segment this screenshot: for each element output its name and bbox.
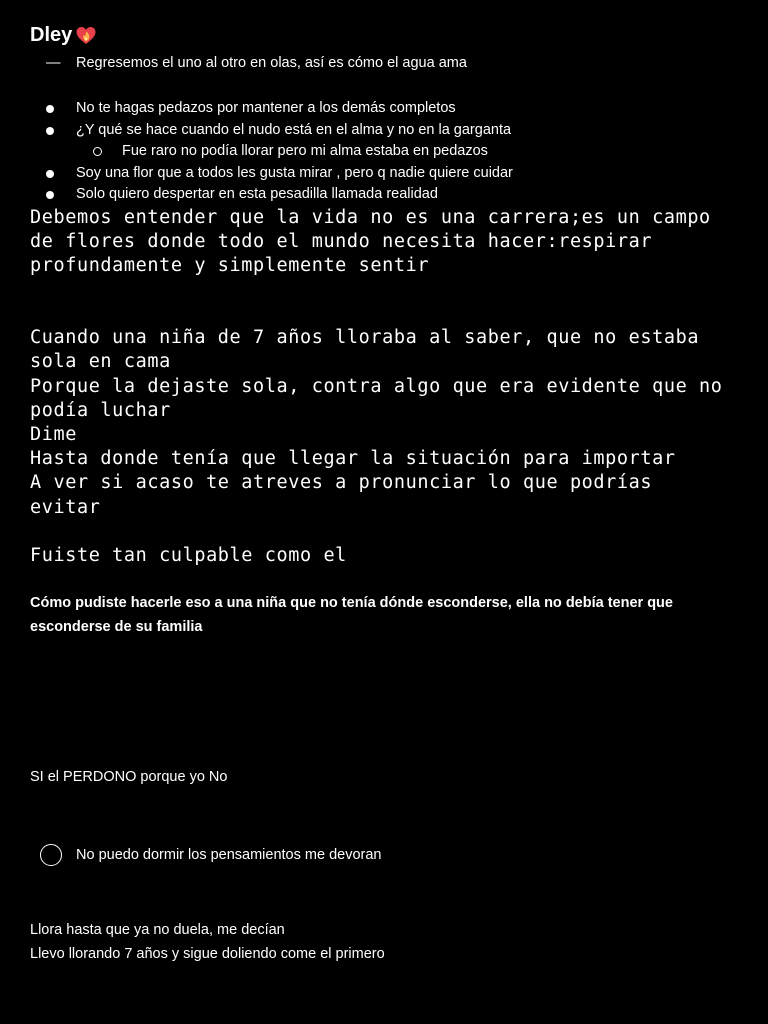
sub-bullet-item[interactable]: [30, 141, 745, 163]
text-line: Llevo llorando 7 años y sigue doliendo come el primero: [30, 945, 385, 962]
bullet-text: No te hagas pedazos por mantener a los demás completos: [76, 100, 456, 116]
note-title[interactable]: [30, 20, 745, 50]
bullet-text: ¿Y qué se hace cuando el nudo está en el alma y no en la garganta: [76, 121, 512, 138]
monospace-block[interactable]: [30, 326, 745, 520]
bold-paragraph[interactable]: Cómo pudiste hacerle eso a una niña que no tenía dónde esconderse, ella no debía tener que esconderse de su familia: [30, 594, 673, 635]
mono-line: Porque la dejaste sola, contra algo que era evidente que no: [30, 375, 723, 397]
bullet-text: Solo quiero despertar en esta pesadilla llamada realidad: [76, 186, 438, 202]
bullet-dot: [46, 127, 54, 135]
hollow-bullet-dot: [93, 147, 102, 156]
monospace-block[interactable]: [30, 206, 745, 279]
bullet-dot: [46, 191, 54, 199]
checklist-text: No puedo dormir los pensamientos me devoran: [76, 846, 382, 863]
bullet-text: Fue raro no podía llorar pero mi alma estaba en pedazos: [122, 143, 488, 159]
mono-line: Dime: [30, 423, 77, 445]
bullet-item[interactable]: [30, 120, 745, 142]
mono-line: profundamente y simplemente sentir: [30, 254, 430, 276]
bullet-list: [30, 98, 745, 206]
mono-line: Cuando una niña de 7 años lloraba al saber, que no estaba: [30, 327, 700, 349]
checklist-item[interactable]: [30, 843, 745, 867]
dash-list-text: Regresemos el uno al otro en olas, así es cómo el agua ama: [76, 55, 467, 71]
monospace-block[interactable]: [30, 544, 745, 568]
mono-line: Hasta donde tenía que llegar la situación para importar: [30, 448, 676, 470]
mono-line: evitar: [30, 496, 101, 518]
bullet-text: Soy una flor que a todos les gusta mirar , pero q nadie quiere cuidar: [76, 164, 513, 181]
mono-line: Debemos entender que la vida no es una carrera;es un campo: [30, 206, 711, 228]
bullet-dot: [46, 105, 54, 113]
mono-line: Fuiste tan culpable como el: [30, 544, 347, 566]
bullet-dot: [46, 170, 54, 178]
mono-line: A ver si acaso te atreves a pronunciar lo que podrías: [30, 472, 653, 494]
note-title-text: Dley: [30, 24, 73, 46]
mono-line: de flores donde todo el mundo necesita hacer:respirar: [30, 230, 653, 252]
text-line: Llora hasta que ya no duela, me decían: [30, 921, 285, 938]
closing-paragraph[interactable]: [30, 918, 745, 966]
checkbox-circle[interactable]: [40, 844, 62, 866]
bullet-item[interactable]: [30, 98, 745, 120]
bullet-item[interactable]: [30, 163, 745, 185]
mono-line: sola en cama: [30, 351, 171, 373]
dash-marker: —: [46, 55, 61, 71]
bullet-item[interactable]: [30, 184, 745, 206]
text-line[interactable]: SI el PERDONO porque yo No: [30, 768, 228, 785]
mono-line: podía luchar: [30, 399, 171, 421]
heart-on-fire-icon: [74, 23, 98, 47]
dash-list-item[interactable]: [30, 52, 745, 74]
note-body[interactable]: [30, 20, 745, 966]
